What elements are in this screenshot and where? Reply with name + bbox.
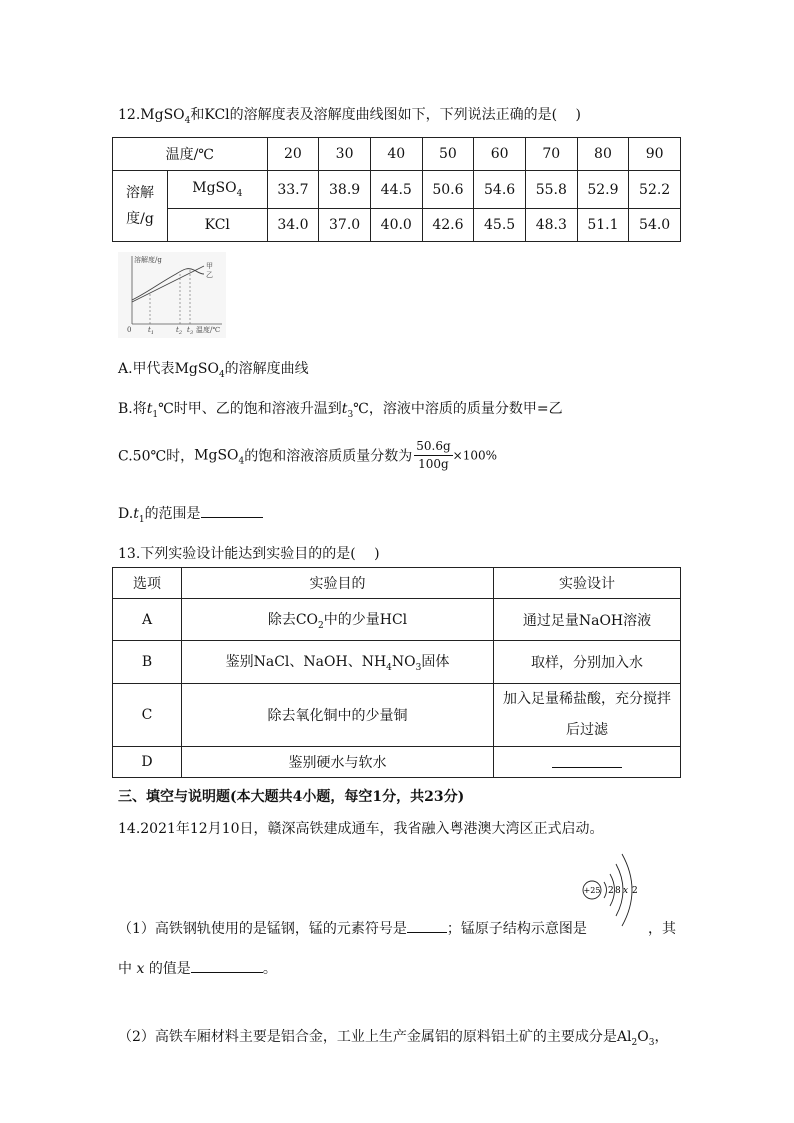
- electrons-shell-1: 2: [608, 886, 614, 896]
- header-option: 选项: [113, 568, 182, 599]
- q14-part2: （2）高铁车厢材料主要是铝合金，工业上生产金属铝的原料铝土矿的主要成分是$Al_2O_3$，: [118, 1029, 669, 1048]
- header-purpose: 实验目的: [182, 568, 494, 599]
- mgso4-value: 52.2: [629, 171, 681, 209]
- q14-part1-line2: 中 x 的值是 。: [118, 958, 277, 978]
- answer-blank[interactable]: [552, 753, 622, 768]
- tick-t3: $t_3$: [187, 326, 194, 336]
- mgso4-value: 44.5: [370, 171, 422, 209]
- chart-origin: 0: [127, 326, 132, 334]
- answer-blank[interactable]: [191, 958, 263, 973]
- row-option: D: [113, 747, 182, 778]
- mgso4-label: MgSO$_4$: [168, 171, 268, 209]
- row-option: C: [113, 684, 182, 747]
- row-design: 取样，分别加入水: [494, 641, 681, 684]
- answer-blank[interactable]: [407, 918, 447, 933]
- temp-header: 温度/℃: [113, 138, 268, 171]
- temp-cell: 20: [267, 138, 319, 171]
- solubility-curve-chart: [118, 252, 226, 338]
- tick-t1: $t_1$: [148, 326, 155, 336]
- temp-cell: 50: [422, 138, 474, 171]
- electrons-shell-3: x: [623, 886, 629, 896]
- kcl-value: 51.1: [577, 209, 629, 242]
- mgso4-value: 38.9: [319, 171, 371, 209]
- kcl-value: 45.5: [474, 209, 526, 242]
- kcl-value: 42.6: [422, 209, 474, 242]
- row-design: 加入足量稀盐酸，充分搅拌 后过滤: [494, 684, 681, 747]
- kcl-value: 34.0: [267, 209, 319, 242]
- temp-cell: 60: [474, 138, 526, 171]
- kcl-value: 40.0: [370, 209, 422, 242]
- atomic-structure-diagram: [582, 848, 646, 934]
- q13-stem: 13.下列实验设计能达到实验目的的是( ): [118, 546, 380, 562]
- row-purpose: 除去氧化铜中的少量铜: [182, 684, 494, 747]
- tick-t2: $t_2$: [176, 326, 183, 336]
- row-purpose: 鉴别NaCl、NaOH、$NH_4NO_3$固体: [182, 641, 494, 684]
- legend-yi: 乙: [206, 271, 213, 279]
- row-purpose: 鉴别硬水与软水: [182, 747, 494, 778]
- solubility-row-label: 溶解 度/g: [113, 171, 168, 242]
- temp-cell: 40: [370, 138, 422, 171]
- mgso4-value: 50.6: [422, 171, 474, 209]
- chart-ylabel: 溶解度/g: [134, 256, 162, 264]
- q12-option-b: B.将$t_1℃$时甲、乙的饱和溶液升温到$t_3℃$，溶液中溶质的质量分数甲=乙: [118, 401, 563, 420]
- kcl-value: 54.0: [629, 209, 681, 242]
- q14-part1: （1）高铁钢轨使用的是锰钢，锰的元素符号是 ；锰原子结构示意图是: [118, 918, 587, 938]
- q12-option-d: $D.t_1$的范围是: [118, 503, 263, 525]
- mgso4-value: 52.9: [577, 171, 629, 209]
- temp-cell: 70: [525, 138, 577, 171]
- q14-part1-tail: ，其: [648, 921, 676, 937]
- nucleus-charge: +25: [583, 886, 601, 895]
- mgso4-value: 33.7: [267, 171, 319, 209]
- experiment-table: [112, 567, 681, 778]
- q12-stem: 12.MgSO$_4$和KCl的溶解度表及溶解度曲线图如下，下列说法正确的是( ): [118, 107, 582, 126]
- solubility-table: [112, 137, 681, 242]
- section-heading: 三、填空与说明题(本大题共4小题，每空1分，共23分): [118, 789, 465, 805]
- kcl-label: KCl: [168, 209, 268, 242]
- q14-stem: 14.2021年12月10日，赣深高铁建成通车，我省融入粤港澳大湾区正式启动。: [118, 821, 604, 837]
- answer-blank[interactable]: [201, 503, 263, 518]
- row-design: [494, 747, 681, 778]
- mgso4-value: 55.8: [525, 171, 577, 209]
- header-design: 实验设计: [494, 568, 681, 599]
- electrons-shell-2: 8: [615, 886, 621, 896]
- row-option: A: [113, 599, 182, 641]
- q12-option-c: C.50℃时，MgSO$_4$的饱和溶液溶质质量分数为 $\frac{50.6g}{100g}$ ×100%: [118, 439, 498, 472]
- electrons-shell-4: 2: [632, 886, 638, 896]
- chart-xlabel: 温度/℃: [196, 326, 221, 334]
- fraction: $\frac{50.6g}{100g}$: [416, 439, 451, 472]
- row-option: B: [113, 641, 182, 684]
- mgso4-value: 54.6: [474, 171, 526, 209]
- kcl-value: 48.3: [525, 209, 577, 242]
- q12-option-a: A.甲代表MgSO$_4$的溶解度曲线: [118, 361, 309, 380]
- legend-jia: 甲: [206, 262, 213, 270]
- kcl-value: 37.0: [319, 209, 371, 242]
- temp-cell: 30: [319, 138, 371, 171]
- row-design: 通过足量NaOH溶液: [494, 599, 681, 641]
- row-purpose: 除去$CO_2$中的少量HCl: [182, 599, 494, 641]
- shell-1: [604, 882, 607, 898]
- temp-cell: 80: [577, 138, 629, 171]
- temp-cell: 90: [629, 138, 681, 171]
- q12-formula: MgSO$_4$: [140, 107, 191, 126]
